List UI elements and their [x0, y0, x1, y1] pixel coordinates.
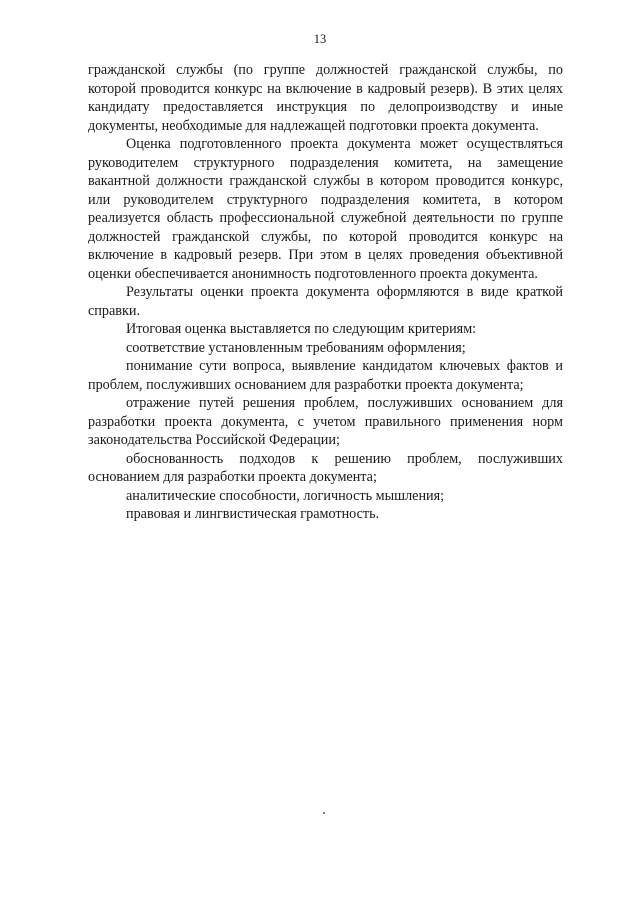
page-number: 13	[313, 32, 327, 46]
paragraph-evaluation-by-head: Оценка подготовленного проекта документа может осуществляться руководителем структурного подразделения комитета, на замещение вакантной должности гражданской службы в котором проводится конкурс, или руководителем структурного подразделения комитета, в котором реализуется область профессиональной служебной деятельности по группе должностей гражданской службы, по которой проводится конкурс на включение в кадровый резерв. При этом в целях проведения объективной оценки обеспечивается анонимность подготовленного проекта документа.	[88, 136, 563, 282]
criterion-literacy: правовая и лингвистическая грамотность.	[126, 506, 380, 522]
paragraph-continuation: гражданской службы (по группе должностей гражданской службы, по которой проводится конкурс на включение в кадровый резерв). В этих целях кандидату предоставляется инструкция по делопроизводству и иные документы, необходимые для надлежащей подготовки проекта документа.	[88, 62, 563, 134]
criterion-formatting: соответствие установленным требованиям оформления;	[126, 339, 466, 356]
criterion-understanding: понимание сути вопроса, выявление кандидатом ключевых фактов и проблем, послуживших основанием для разработки проекта документа;	[88, 358, 563, 393]
scan-speck	[323, 812, 325, 814]
criterion-solutions: отражение путей решения проблем, послуживших основанием для разработки проекта документа, с учетом правильного применения норм законодательства Российской Федерации;	[88, 395, 563, 448]
paragraph-results-summary: Результаты оценки проекта документа оформляются в виде краткой справки.	[88, 284, 563, 319]
criterion-analytical: аналитические способности, логичность мышления;	[126, 487, 445, 504]
paragraph-criteria-intro: Итоговая оценка выставляется по следующим критериям:	[126, 321, 477, 337]
document-body	[88, 61, 563, 524]
criterion-justification: обоснованность подходов к решению проблем, послуживших основанием для разработки проекта документа;	[88, 450, 563, 485]
